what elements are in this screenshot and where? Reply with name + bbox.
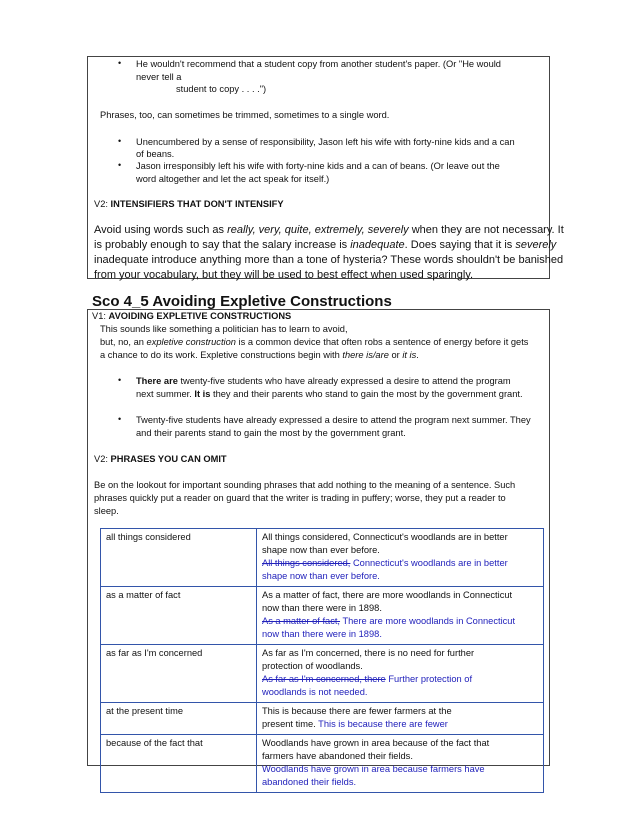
example1-line2 — [136, 388, 523, 401]
revised-text: Connecticut's woodlands are in better — [350, 558, 508, 568]
example2-line2: and their parents stand to gain the most by the government grant. — [136, 428, 406, 438]
original-text: present time. — [262, 719, 316, 729]
revised-line: abandoned their fields. — [262, 777, 357, 787]
emphasis: expletive construction — [146, 337, 236, 347]
text: they and their parents who stand to gain the most by the government grant. — [210, 389, 523, 399]
text: when they are not necessary. It — [408, 224, 564, 236]
example2-line1: Twenty-five students have already expressed a desire to attend the program next summer. They — [136, 415, 531, 425]
revised-text: This is because there are fewer — [315, 719, 448, 729]
revised-text: Further protection of — [385, 674, 473, 684]
v2-title: PHRASES YOU CAN OMIT — [110, 454, 227, 464]
revised-line — [262, 557, 538, 570]
phrases-para-line2: phrases quickly put a reader on guard that the writer is trading in puffery; worse, they put a reader to — [94, 493, 506, 503]
original-line: As far as I'm concerned, there is no need for further — [262, 648, 475, 658]
bullet2-line1: Unencumbered by a sense of responsibility, Jason left his wife with forty-nine kids and a can — [136, 137, 515, 147]
intro-line1: This sounds like something a politician has to learn to avoid, — [100, 324, 348, 334]
table-row — [101, 587, 544, 645]
v2-intensifiers-heading — [94, 198, 284, 211]
v2-prefix: V2: — [94, 454, 111, 464]
intensifier-para-line2 — [94, 238, 556, 253]
section-heading: Sco 4_5 Avoiding Expletive Constructions — [92, 293, 392, 310]
original-line: protection of woodlands. — [262, 661, 363, 671]
bullet2-line2: of beans. — [136, 149, 175, 159]
text: next summer. — [136, 389, 195, 399]
phrase-cell: at the present time — [106, 706, 183, 716]
bullet1-line3: student to copy . . . .") — [176, 84, 267, 94]
revised-line: now than there were in 1898. — [262, 629, 382, 639]
v2-prefix: V2: — [94, 199, 111, 209]
table-row — [101, 703, 544, 735]
v2-phrases-heading — [94, 453, 227, 466]
revised-line — [262, 615, 538, 628]
original-line: This is because there are fewer farmers at the — [262, 706, 452, 716]
table-row — [101, 735, 544, 793]
example-cell — [257, 703, 544, 735]
text: a chance to do its work. Expletive constructions begin with — [100, 350, 343, 360]
v1-prefix: V1: — [92, 311, 109, 321]
revised-line: woodlands is not needed. — [262, 687, 368, 697]
text: . Does saying that it is — [404, 239, 516, 251]
text: or — [388, 350, 403, 360]
v2-title: INTENSIFIERS THAT DON'T INTENSIFY — [110, 199, 284, 209]
phrase-cell: all things considered — [106, 532, 191, 542]
original-line: Woodlands have grown in area because of the fact that — [262, 738, 490, 748]
text: but, no, an — [100, 337, 147, 347]
intensifier-para-line4: from your vocabulary, but they will be used to best effect when used sparingly. — [94, 269, 474, 281]
original-line: now than there were in 1898. — [262, 603, 382, 613]
text: is probably enough to say that the salary increase is — [94, 239, 351, 251]
phrases-para-line1: Be on the lookout for important sounding phrases that add nothing to the meaning of a sentence. Such — [94, 480, 516, 490]
v1-heading — [92, 310, 291, 323]
table-row — [101, 529, 544, 587]
example-cell — [257, 645, 544, 703]
bullet: • — [118, 136, 122, 146]
text: is a common device that often robs a sentence of energy before it gets — [235, 337, 529, 347]
emphasis: there is/are — [342, 350, 389, 360]
example-cell — [257, 587, 544, 645]
bullet: • — [118, 160, 122, 170]
struck-text: All things considered, — [262, 558, 351, 568]
v1-title: AVOIDING EXPLETIVE CONSTRUCTIONS — [108, 311, 292, 321]
struck-text: As a matter of fact, — [262, 616, 341, 626]
emphasis: inadequate — [350, 239, 405, 251]
emphasis: really, very, quite, extremely, severely — [227, 224, 409, 236]
example1-line1 — [136, 375, 511, 388]
example-cell — [257, 529, 544, 587]
original-line: All things considered, Connecticut's woodlands are in better — [262, 532, 508, 542]
intro-line2 — [100, 336, 528, 349]
bullet: • — [118, 375, 122, 385]
emphasis: it is — [402, 350, 417, 360]
original-line: farmers have abandoned their fields. — [262, 751, 413, 761]
phrase-cell: because of the fact that — [106, 738, 203, 748]
table-row — [101, 645, 544, 703]
phrase-table — [100, 528, 544, 793]
text: twenty-five students who have already expressed a desire to attend the program — [177, 376, 511, 386]
phrases-para-line3: sleep. — [94, 506, 119, 516]
phrases-intro: Phrases, too, can sometimes be trimmed, sometimes to a single word. — [100, 110, 390, 120]
original-line: shape now than ever before. — [262, 545, 380, 555]
struck-text: As far as I'm concerned, there — [262, 674, 386, 684]
intro-line3 — [100, 349, 419, 362]
example-cell — [257, 735, 544, 793]
intensifier-para-line1 — [94, 223, 564, 238]
intensifier-para-line3: inadequate introduce anything more than a tone of hysteria? These words shouldn't be banished — [94, 254, 564, 266]
bullet1-line2: never tell a — [136, 72, 182, 82]
bold-text: It is — [194, 389, 211, 399]
bold-text: There are — [136, 376, 178, 386]
phrase-cell: as a matter of fact — [106, 590, 181, 600]
revised-line: shape now than ever before. — [262, 571, 380, 581]
revised-line — [262, 673, 538, 686]
emphasis: severely — [515, 239, 557, 251]
bullet: • — [118, 414, 122, 424]
revised-text: There are more woodlands in Connecticut — [340, 616, 516, 626]
phrase-cell: as far as I'm concerned — [106, 648, 203, 658]
revised-line — [262, 718, 538, 731]
bullet1-line1: He wouldn't recommend that a student copy from another student's paper. (Or "He would — [136, 59, 501, 69]
original-line: As a matter of fact, there are more woodlands in Connecticut — [262, 590, 513, 600]
bullet: • — [118, 58, 122, 68]
text: Avoid using words such as — [94, 224, 228, 236]
bullet3-line2: word altogether and let the act speak for itself.) — [136, 174, 330, 184]
text: . — [416, 350, 419, 360]
revised-line: Woodlands have grown in area because farmers have — [262, 764, 485, 774]
bullet3-line1: Jason irresponsibly left his wife with forty-nine kids and a can of beans. (Or leave out the — [136, 161, 500, 171]
